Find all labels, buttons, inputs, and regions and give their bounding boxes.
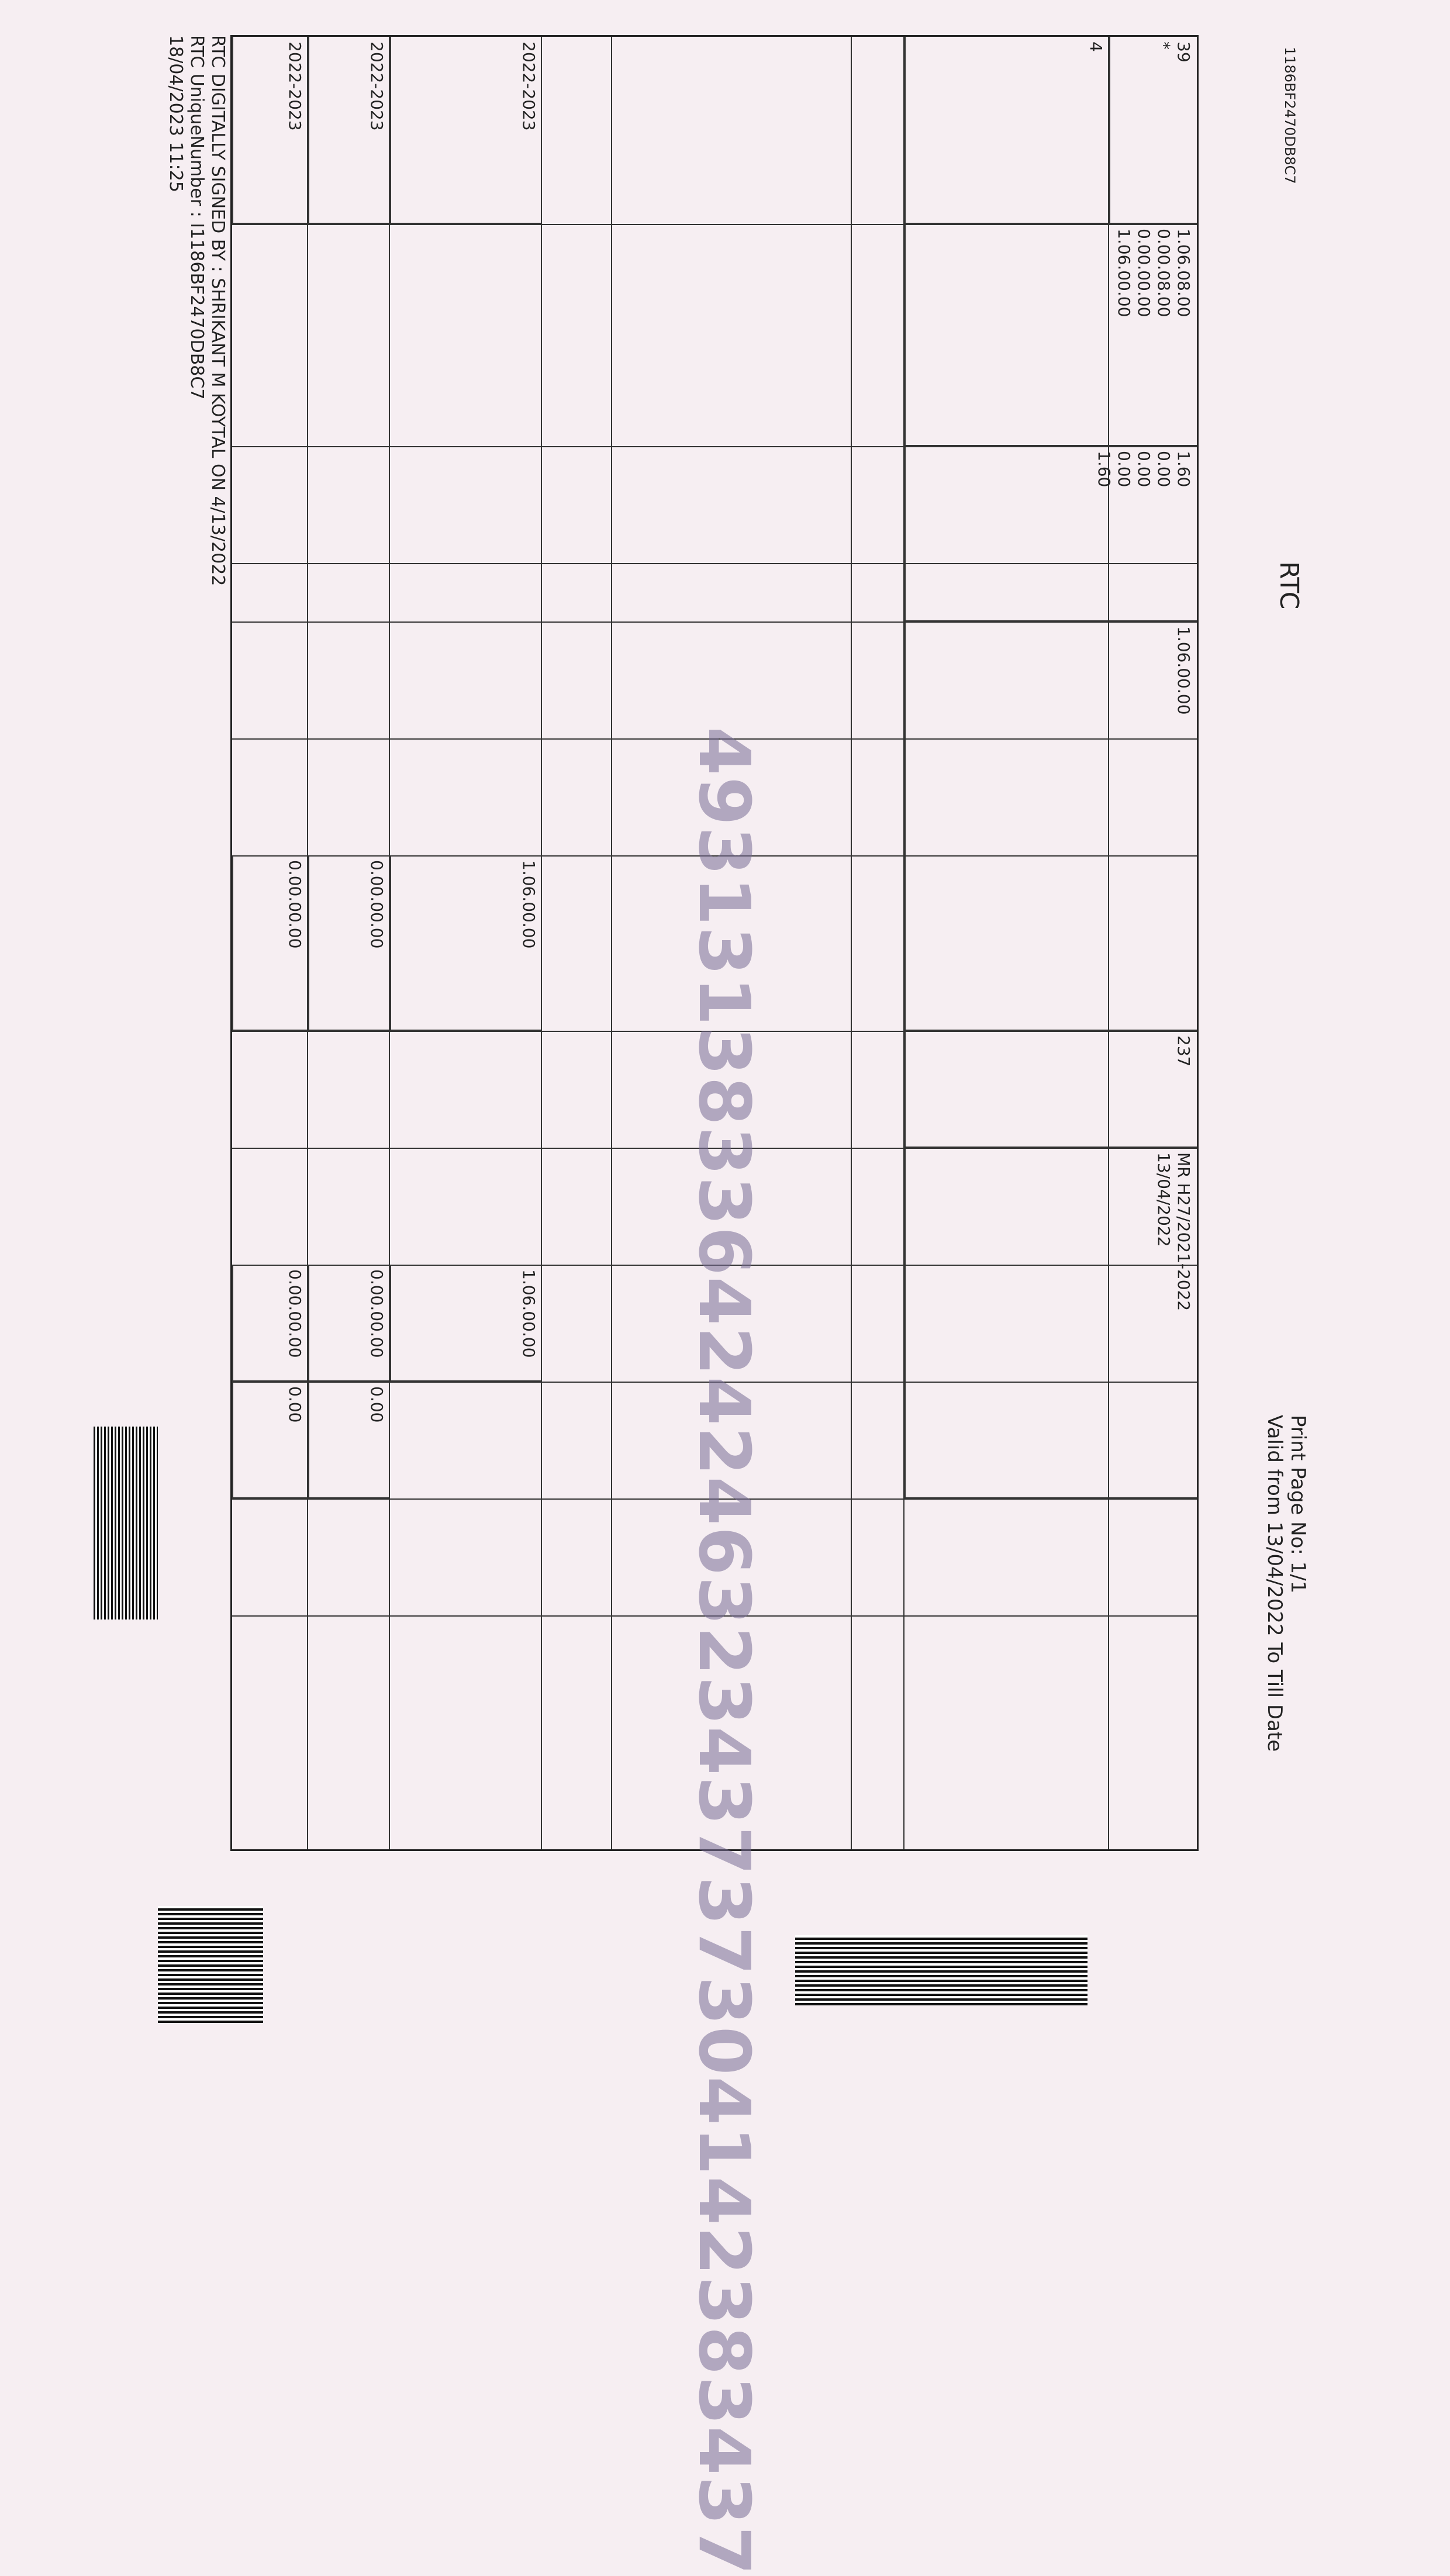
- area-4: 1.06.00.00: [1114, 229, 1134, 317]
- zero-value-text-1: 0.00: [367, 1386, 386, 1423]
- date-line: 18/04/2023 11:25: [165, 35, 186, 192]
- right-value-3: [232, 1265, 308, 1382]
- row-area-2: [308, 855, 390, 1031]
- survey-star: *: [1154, 42, 1173, 50]
- zero-value-text-2: 0.00: [285, 1386, 305, 1423]
- zero-value-1: [308, 1382, 390, 1498]
- land-values-cell: [904, 446, 1197, 621]
- land-value-3: 0.00: [1134, 451, 1154, 488]
- year-row-1: 2022-2023: [519, 42, 538, 131]
- qr-code-left: [158, 1906, 263, 2023]
- year-cell-2: [308, 37, 390, 224]
- survey-cell: [1109, 37, 1197, 224]
- row-area-1: [390, 855, 542, 1031]
- owner-cell: [904, 621, 1197, 1031]
- land-value-4: 0.00: [1114, 451, 1134, 488]
- right-value-text-3: 0.00.00.00: [285, 1269, 305, 1358]
- print-page: Print Page No: 1/1: [1286, 1415, 1310, 1594]
- document-footer: [165, 35, 228, 1848]
- validity-block: [1263, 1415, 1310, 1752]
- year-cell-3: [232, 37, 308, 224]
- land-value-5: 1.60: [1095, 451, 1114, 488]
- rotated-document: [165, 35, 1310, 2576]
- right-value-text-1: 1.06.00.00: [519, 1269, 538, 1358]
- mutation-cell: [904, 1148, 1197, 1498]
- right-value-text-2: 0.00.00.00: [367, 1269, 386, 1358]
- land-value-1: 1.60: [1174, 451, 1193, 488]
- valid-from: Valid from 13/04/2022 To Till Date: [1263, 1415, 1286, 1752]
- signed-by: RTC DIGITALLY SIGNED BY : SHRIKANT M KOYTAL ON 4/13/2022: [208, 35, 228, 586]
- right-value-1: [390, 1265, 542, 1382]
- record-table: [230, 35, 1199, 2576]
- mutation-date: 13/04/2022: [1154, 1152, 1173, 1247]
- document-header: [1199, 35, 1310, 1848]
- mutation-number: MR H27/2021-2022: [1174, 1152, 1193, 1311]
- row-area-value-3: 0.00.00.00: [285, 860, 305, 949]
- year-row-2: 2022-2023: [367, 42, 386, 131]
- row-area-value-2: 0.00.00.00: [367, 860, 386, 949]
- hissa-value: 4: [1086, 42, 1106, 52]
- zero-value-2: [232, 1382, 308, 1498]
- year-row-3: 2022-2023: [285, 42, 305, 131]
- right-value-2: [308, 1265, 390, 1382]
- area-1: 1.06.08.00: [1174, 229, 1193, 317]
- owner-number: 237: [1174, 1035, 1193, 1067]
- owner-area: 1.06.00.00: [1174, 626, 1193, 715]
- area-cell: [904, 224, 1197, 446]
- owner-number-cell: [904, 1031, 1197, 1148]
- hissa-cell: [904, 37, 1109, 224]
- unique-value: I1186BF2470DB8C7: [187, 223, 207, 400]
- page-title: RTC: [1274, 561, 1304, 610]
- land-value-2: 0.00: [1154, 451, 1173, 488]
- barcode-text: 1186BF2470DB8C7: [1282, 47, 1298, 184]
- unique-label: RTC UniqueNumber :: [187, 35, 207, 217]
- top-barcode: [94, 1427, 158, 1620]
- large-stamp-number: 4931313833642424632343737304142383437: [683, 727, 764, 2576]
- year-cell-1: [390, 37, 542, 224]
- row-area-3: [232, 855, 308, 1031]
- survey-number: 39: [1174, 42, 1193, 63]
- area-3: 0.00.00.00: [1134, 229, 1154, 317]
- qr-code-bottom: [795, 1935, 1088, 2005]
- row-area-value-1: 1.06.00.00: [519, 860, 538, 949]
- area-2: 0.00.08.00: [1154, 229, 1173, 317]
